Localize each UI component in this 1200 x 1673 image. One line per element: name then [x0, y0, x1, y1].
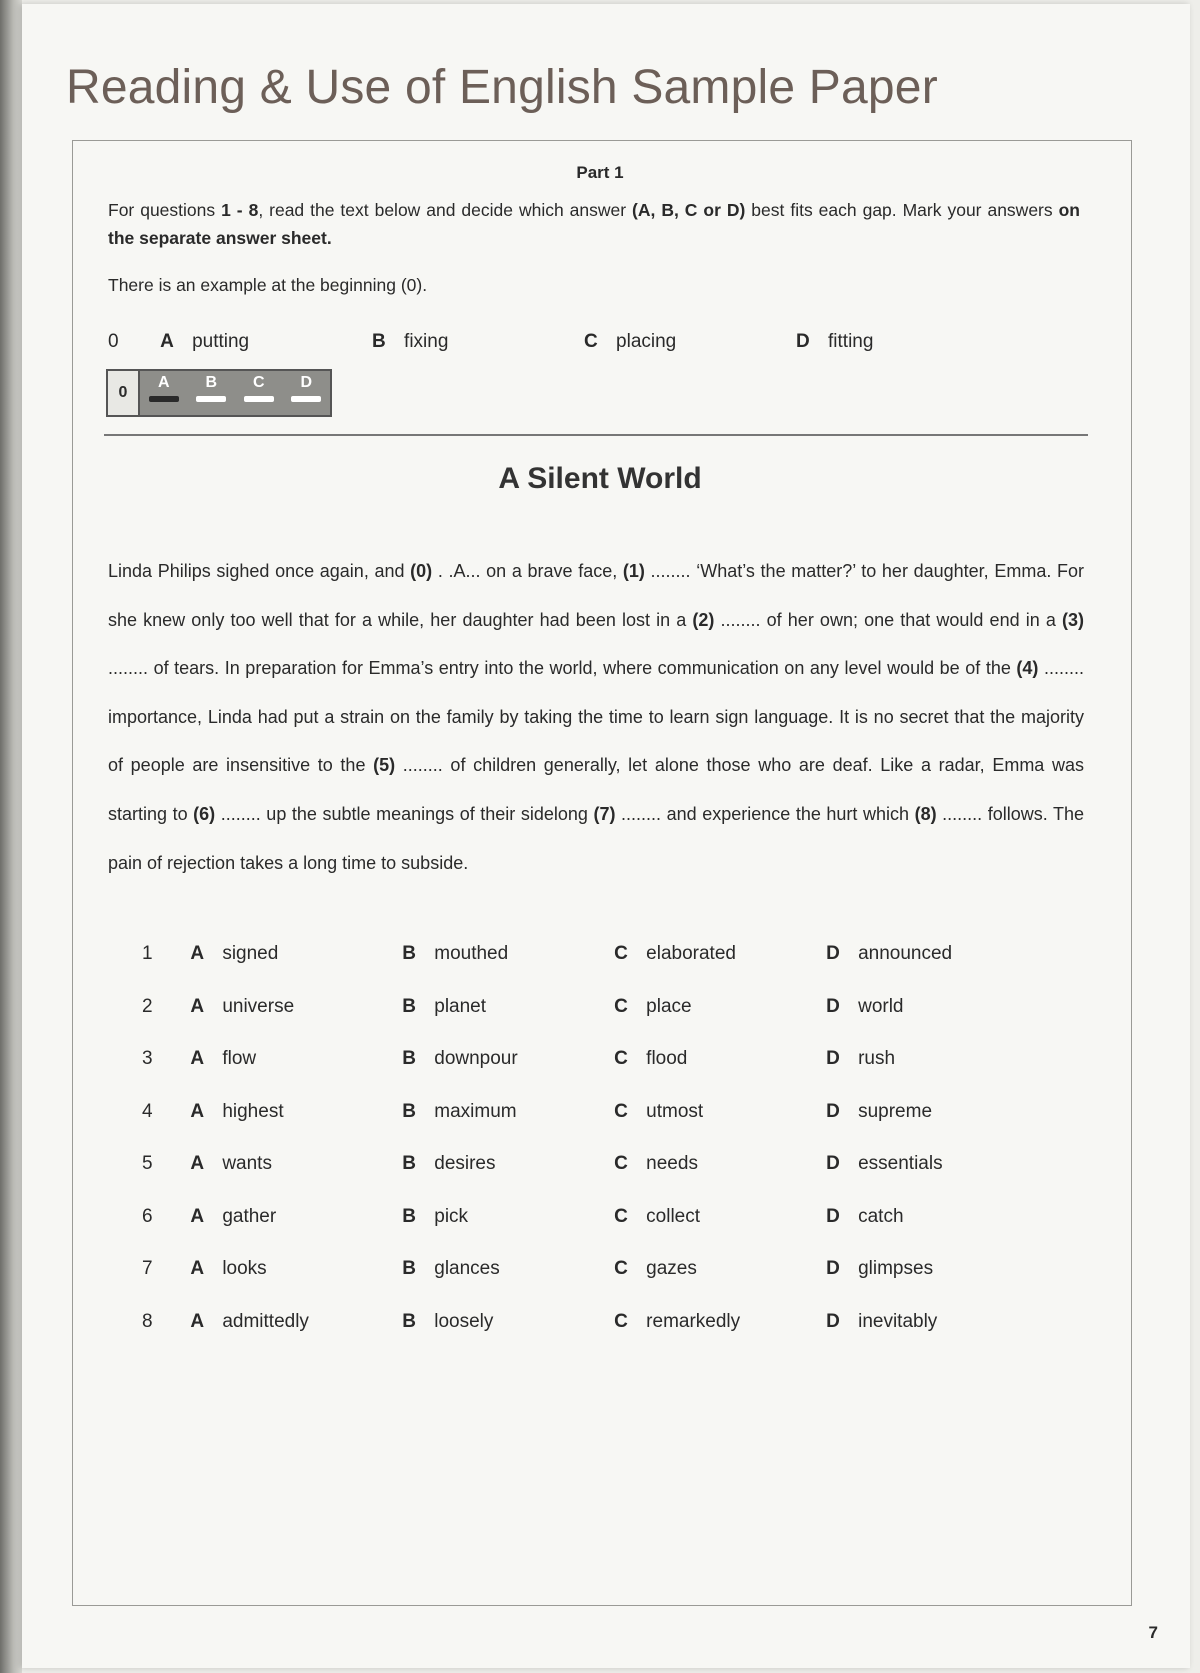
answer-option-d[interactable] — [826, 1311, 1038, 1333]
answer-letter: D — [300, 374, 313, 391]
option-letter: C — [614, 1258, 628, 1280]
answer-option-c[interactable] — [614, 1258, 826, 1280]
option-word: signed — [222, 943, 279, 965]
option-word: glances — [434, 1258, 500, 1280]
answer-cell-d[interactable] — [283, 371, 331, 415]
option-word: wants — [222, 1153, 272, 1175]
option-word: announced — [858, 943, 953, 965]
option-letter: D — [826, 1100, 840, 1122]
example-number: 0 — [108, 331, 119, 352]
question-row — [138, 1086, 1038, 1139]
option-letter: B — [402, 1310, 416, 1332]
gap-number: (2) — [692, 609, 715, 630]
answer-cell-b[interactable] — [188, 371, 236, 415]
answer-option-b[interactable] — [402, 996, 614, 1018]
option-word: inevitably — [858, 1310, 938, 1332]
question-number: 6 — [142, 1205, 153, 1227]
instruction-options: (A, B, C or D) — [632, 200, 746, 220]
answer-letter: C — [252, 374, 265, 391]
question-number: 1 — [142, 943, 153, 965]
option-word: essentials — [858, 1153, 943, 1175]
gap-number: (6) — [193, 803, 216, 824]
option-word: fitting — [828, 331, 874, 352]
answer-box-number: 0 — [108, 371, 140, 415]
answer-option-a[interactable] — [190, 1101, 402, 1123]
option-letter: B — [402, 943, 416, 965]
option-letter: D — [796, 331, 810, 352]
option-word: utmost — [646, 1100, 704, 1122]
option-word: supreme — [858, 1100, 933, 1122]
option-word: rush — [858, 1048, 896, 1070]
option-letter: A — [190, 1205, 205, 1227]
option-letter: B — [402, 1258, 416, 1280]
option-word: flow — [222, 1048, 257, 1070]
page-title: Reading & Use of English Sample Paper — [66, 61, 938, 114]
answer-option-b[interactable] — [402, 1153, 614, 1175]
option-word: pick — [434, 1205, 469, 1227]
question-number: 7 — [142, 1258, 153, 1280]
question-row — [138, 928, 1038, 981]
option-word: fixing — [404, 331, 449, 352]
option-letter: C — [614, 1205, 628, 1227]
option-letter: A — [190, 1258, 205, 1280]
answer-option-a[interactable] — [190, 1311, 402, 1333]
question-list — [138, 928, 1038, 1348]
option-letter: D — [826, 1205, 840, 1227]
answer-cell-a[interactable] — [140, 371, 188, 415]
option-word: looks — [222, 1258, 267, 1280]
option-word: catch — [858, 1205, 904, 1227]
answer-option-c[interactable] — [614, 996, 826, 1018]
answer-option-b[interactable] — [402, 1206, 614, 1228]
question-row — [138, 981, 1038, 1034]
page-number: 7 — [1148, 1623, 1158, 1642]
answer-option-b[interactable] — [402, 1101, 614, 1123]
answer-mark — [244, 396, 274, 402]
option-letter: B — [402, 1205, 416, 1227]
option-letter: B — [402, 1153, 416, 1175]
passage-text: ........ follows. The pain of rejection takes a long time to subside. — [108, 803, 1084, 873]
section-divider — [104, 434, 1088, 436]
passage-text: ........ and experience the hurt which — [615, 803, 915, 824]
answer-option-a[interactable] — [190, 1048, 402, 1070]
question-number: 4 — [142, 1100, 153, 1122]
answer-option-d[interactable] — [826, 943, 1038, 965]
example-option-a — [160, 331, 372, 353]
instruction-range: 1 - 8 — [221, 200, 259, 220]
option-letter: D — [826, 1048, 840, 1070]
answer-option-c[interactable] — [614, 1311, 826, 1333]
option-word: mouthed — [434, 943, 509, 965]
gap-number: (7) — [593, 803, 616, 824]
answer-option-a[interactable] — [190, 1258, 402, 1280]
option-letter: B — [402, 1048, 416, 1070]
example-option-c — [584, 331, 796, 353]
option-letter: A — [190, 1310, 205, 1332]
option-word: admittedly — [222, 1310, 309, 1332]
option-letter: A — [190, 1153, 205, 1175]
passage-text: ........ of her own; one that would end in a — [714, 609, 1062, 630]
answer-option-b[interactable] — [402, 1311, 614, 1333]
gap-number: (3) — [1062, 609, 1084, 630]
passage-text: Linda Philips sighed once again, and — [108, 561, 411, 581]
example-option-b — [372, 331, 584, 353]
question-row — [138, 1243, 1038, 1296]
instruction-text: best fits each gap. Mark your answers — [745, 200, 1059, 220]
answer-option-b[interactable] — [402, 1258, 614, 1280]
option-letter: A — [190, 995, 205, 1017]
instruction-text: For questions — [108, 200, 222, 220]
answer-letter: A — [157, 374, 170, 391]
question-number: 3 — [142, 1048, 153, 1070]
answer-cell-c[interactable] — [235, 371, 283, 415]
answer-option-d[interactable] — [826, 1048, 1038, 1070]
question-row — [138, 1138, 1038, 1191]
option-letter: B — [402, 1100, 416, 1122]
answer-option-d[interactable] — [826, 996, 1038, 1018]
passage-text: ........ of tears. In preparation for Emma’s entry into the world, where communication on any level would be of the — [108, 658, 1017, 679]
option-word: place — [646, 995, 692, 1017]
option-letter: A — [190, 943, 205, 965]
passage-text: . .A... on a brave face, — [432, 561, 623, 581]
option-letter: C — [614, 1310, 628, 1332]
example-answer-box — [106, 369, 332, 417]
book-binding-shadow — [0, 0, 22, 1673]
reading-passage — [108, 547, 1084, 887]
answer-option-a[interactable] — [190, 943, 402, 965]
answer-letter: B — [205, 374, 218, 391]
option-word: gather — [222, 1205, 277, 1227]
answer-option-d[interactable] — [826, 1153, 1038, 1175]
answer-option-d[interactable] — [826, 1101, 1038, 1123]
text-title: A Silent World — [498, 462, 702, 495]
answer-option-c[interactable] — [614, 1101, 826, 1123]
option-word: collect — [646, 1205, 701, 1227]
question-number: 2 — [142, 995, 153, 1017]
option-letter: C — [614, 1153, 628, 1175]
passage-text: ........ up the subtle meanings of their sidelong — [215, 803, 594, 824]
answer-option-b[interactable] — [402, 943, 614, 965]
option-word: remarkedly — [646, 1310, 741, 1332]
option-word: downpour — [434, 1048, 518, 1070]
option-letter: D — [826, 943, 840, 965]
question-row — [138, 1296, 1038, 1349]
option-letter: A — [190, 1048, 205, 1070]
option-word: needs — [646, 1153, 698, 1175]
option-letter: C — [614, 1100, 628, 1122]
option-word: planet — [434, 995, 487, 1017]
instruction-answer-sheet: on the separate answer sheet. — [108, 200, 1080, 248]
option-letter: D — [826, 995, 840, 1017]
option-word: highest — [222, 1100, 284, 1122]
answer-option-c[interactable] — [614, 943, 826, 965]
option-word: maximum — [434, 1100, 517, 1122]
question-number: 8 — [142, 1310, 153, 1332]
passage-text: ........ ‘What’s the matter?’ to her daughter, Emma. For she knew only too well that for a while, her daughter had been lost in a — [108, 561, 1084, 630]
option-letter: A — [160, 331, 174, 352]
passage-text: ........ of children generally, let alone those who are deaf. Like a radar, Emma was starting to — [108, 755, 1084, 824]
answer-mark-selected — [149, 396, 179, 402]
answer-option-d[interactable] — [826, 1258, 1038, 1280]
answer-option-d[interactable] — [826, 1206, 1038, 1228]
answer-mark — [291, 396, 321, 402]
answer-option-a[interactable] — [190, 1206, 402, 1228]
answer-option-a[interactable] — [190, 996, 402, 1018]
part-label: Part 1 — [576, 163, 624, 182]
gap-number: (4) — [1016, 658, 1039, 679]
task-instruction — [108, 196, 1080, 252]
option-letter: D — [826, 1310, 840, 1332]
option-letter: C — [614, 1048, 628, 1070]
answer-mark — [196, 396, 226, 402]
answer-option-c[interactable] — [614, 1048, 826, 1070]
option-word: world — [858, 995, 904, 1017]
gap-number: (8) — [914, 803, 937, 824]
option-word: putting — [192, 331, 250, 352]
option-word: gazes — [646, 1258, 697, 1280]
option-word: placing — [616, 331, 677, 352]
option-word: desires — [434, 1153, 496, 1175]
example-note: There is an example at the beginning (0). — [108, 275, 428, 295]
option-letter: C — [614, 943, 628, 965]
answer-option-a[interactable] — [190, 1153, 402, 1175]
question-number: 5 — [142, 1153, 153, 1175]
gap-number: (1) — [622, 561, 645, 581]
example-row — [108, 331, 1008, 353]
option-letter: B — [402, 995, 416, 1017]
gap-number: (0) — [410, 561, 433, 581]
question-row — [138, 1191, 1038, 1244]
passage-text: ........ importance, Linda had put a strain on the family by taking the time to learn sign language. It is no secret that the majority of people are insensitive to the — [108, 658, 1084, 776]
option-word: elaborated — [646, 943, 736, 965]
question-row — [138, 1033, 1038, 1086]
option-word: glimpses — [858, 1258, 934, 1280]
option-letter: C — [584, 331, 598, 352]
option-letter: D — [826, 1258, 840, 1280]
option-letter: B — [372, 331, 386, 352]
instruction-text: , read the text below and decide which answer — [258, 200, 633, 220]
option-letter: C — [614, 995, 628, 1017]
option-word: universe — [222, 995, 295, 1017]
option-letter: D — [826, 1153, 840, 1175]
answer-option-b[interactable] — [402, 1048, 614, 1070]
option-word: loosely — [434, 1310, 494, 1332]
option-letter: A — [190, 1100, 205, 1122]
example-option-d — [796, 331, 1008, 353]
option-word: flood — [646, 1048, 688, 1070]
answer-option-c[interactable] — [614, 1153, 826, 1175]
gap-number: (5) — [373, 755, 396, 776]
answer-option-c[interactable] — [614, 1206, 826, 1228]
